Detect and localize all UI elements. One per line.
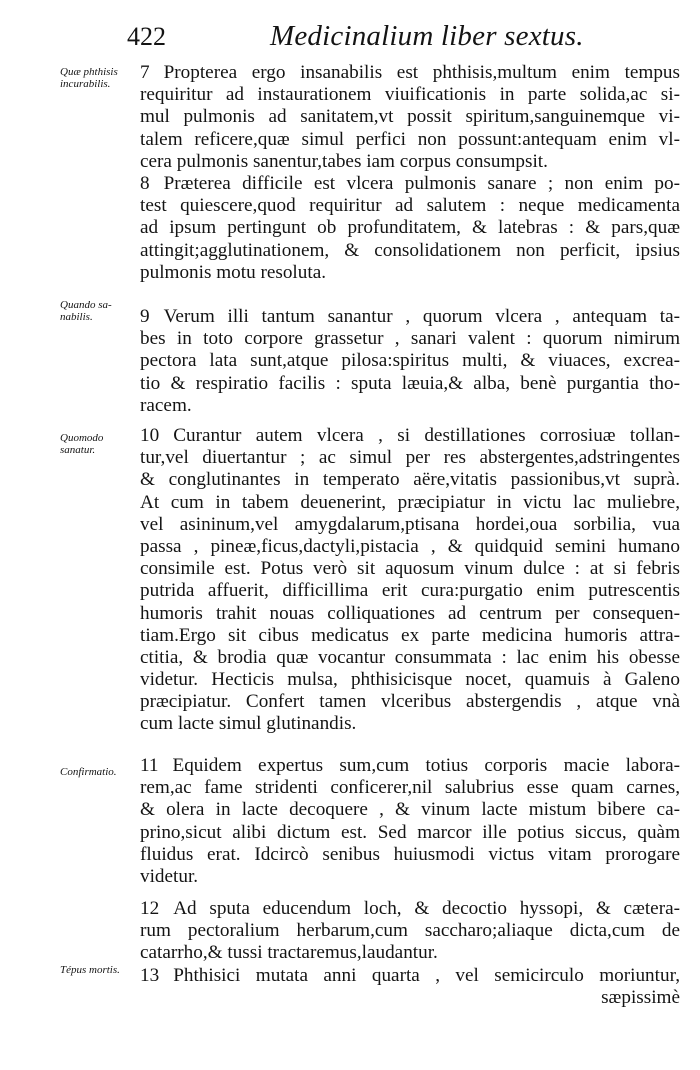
margin-note-line: sanatur. bbox=[60, 444, 96, 456]
paragraph-9 bbox=[140, 306, 680, 417]
text-line: putrida affuerit, difficillima erit cura:purgatio enim putrescentis bbox=[140, 580, 680, 602]
text-line: cum lacte simul glutinandis. bbox=[140, 713, 357, 735]
page-number: 422 bbox=[127, 22, 166, 51]
paragraph-number: 13 bbox=[140, 965, 160, 986]
text-line: 7 Propterea ergo insanabilis est phthisis,multum enim tempus bbox=[140, 62, 680, 83]
text-line: ad ipsum pertingunt ob profunditatem, & latebras : & pars,quæ bbox=[140, 217, 680, 239]
text-line: præcipiatur. Confert tamen vlceribus abstergendis , atque vnà bbox=[140, 691, 680, 713]
text-line: pulmonis motu resoluta. bbox=[140, 261, 327, 283]
paragraph-number: 7 bbox=[140, 62, 150, 83]
text-line: catarrho,& tussi tractaremus,laudantur. bbox=[140, 942, 438, 964]
text-line: & conglutinantes in temperato aëre,vitatis passionibus,vt suprà. bbox=[140, 469, 680, 491]
text-line: racem. bbox=[140, 394, 192, 416]
text-line: requiritur ad instaurationem viuificationis in parte solida,ac si- bbox=[140, 84, 680, 106]
text-line: talem reficere,quæ simul perfici non possunt:antequam enim vl- bbox=[140, 128, 680, 150]
paragraph-number: 9 bbox=[140, 306, 150, 327]
text-line: tur,vel diuertantur ; ac simul per res abstergentes,adstringentes bbox=[140, 447, 680, 469]
text-line: passa , pineæ,ficus,dactyli,pistacia , & quidquid semini humano bbox=[140, 535, 680, 557]
paragraph-number: 11 bbox=[140, 755, 159, 776]
margin-note-sanabilis bbox=[60, 299, 138, 323]
margin-note-confirmatio bbox=[60, 766, 138, 778]
text-line: 9 Verum illi tantum sanantur , quorum vlcera , antequam ta- bbox=[140, 306, 680, 327]
text-line: vel asininum,vel amygdalarum,ptisana hordei,oua sorbilia, vua bbox=[140, 513, 680, 535]
text-line: prino,sicut alibi dictum est. Sed marcor ille potius siccus, quàm bbox=[140, 821, 680, 843]
text-line: bes in toto corpore grassetur , sanari valent : quorum nimirum bbox=[140, 328, 680, 350]
margin-note-line: Tépus mortis. bbox=[60, 964, 120, 976]
text-line: attingit;agglutinationem, & consolidationem non perficit, ipsius bbox=[140, 239, 680, 261]
margin-note-line: Confirmatio. bbox=[60, 766, 117, 778]
text-line: rem,ac fame stridenti conficerer,nil salubrius esse quam carnes, bbox=[140, 777, 680, 799]
margin-note-line: incurabilis. bbox=[60, 78, 111, 90]
text-line: 12 Ad sputa educendum loch, & decoctio hyssopi, & cætera- bbox=[140, 898, 680, 919]
paragraph-11 bbox=[140, 755, 680, 888]
margin-note-line: Quando sa- bbox=[60, 299, 112, 311]
paragraph-number: 12 bbox=[140, 898, 160, 919]
margin-note-incurabilis bbox=[60, 66, 138, 90]
text-line: cera pulmonis sanentur,tabes iam corpus consumpsit. bbox=[140, 150, 548, 172]
paragraph-12 bbox=[140, 898, 680, 965]
text-line: videtur. bbox=[140, 865, 199, 887]
text-line: pectora lata sunt,atque pilosa:spiritus multi, & viuaces, excrea- bbox=[140, 350, 680, 372]
running-title: Medicinalium liber sextus. bbox=[270, 20, 584, 52]
paragraph-10 bbox=[140, 425, 680, 736]
text-line: 11 Equidem expertus sum,cum totius corporis macie labora- bbox=[140, 755, 680, 776]
paragraph-number: 8 bbox=[140, 173, 150, 194]
text-line: 10 Curantur autem vlcera , si destillationes corrosiuæ tollan- bbox=[140, 425, 680, 446]
text-line: test quiescere,quod requiritur ad salutem : neque medicamenta bbox=[140, 195, 680, 217]
paragraph-7 bbox=[140, 62, 680, 173]
text-line: tio & respiratio facilis : sputa læuia,& alba, benè purgantia tho- bbox=[140, 372, 680, 394]
text-line: At cum in tabem deuenerint, præcipiatur in victu lac muliebre, bbox=[140, 491, 680, 513]
text-line: videtur. Hecticis mulsa, phthisicisque nocet, quamuis à Galeno bbox=[140, 669, 680, 691]
paragraph-number: 10 bbox=[140, 425, 160, 446]
margin-note-line: Quæ phthisis bbox=[60, 66, 118, 78]
text-line: mul pulmonis ad sanitatem,vt possit spiritum,sanguinemque vi- bbox=[140, 106, 680, 128]
paragraph-13 bbox=[140, 965, 680, 1009]
text-line: humoris trahit nouas colliquationes ad centrum per consequen- bbox=[140, 602, 680, 624]
text-line: & olera in lacte decoquere , & vinum lacte mistum bibere ca- bbox=[140, 799, 680, 821]
text-line: 13 Phthisici mutata anni quarta , vel semicirculo moriuntur, bbox=[140, 965, 680, 986]
text-line: consimile est. Potus verò sit aquosum vinum dulce : at si febris bbox=[140, 558, 680, 580]
margin-note-tempus-mortis bbox=[60, 964, 138, 976]
text-line: rum pectoralium herbarum,cum saccharo;aliaque dicta,cum de bbox=[140, 920, 680, 942]
text-line: ctitia, & brodia quæ vocantur consummata : lac enim his obesse bbox=[140, 646, 680, 668]
margin-note-sanatur bbox=[60, 432, 138, 456]
catchword: sæpissimè bbox=[601, 987, 680, 1009]
margin-note-line: Quomodo bbox=[60, 432, 104, 444]
paragraph-8 bbox=[140, 173, 680, 284]
text-line: tiam.Ergo sit cibus medicatus ex parte medicina humoris attra- bbox=[140, 624, 680, 646]
text-line: fluidus erat. Idcircò senibus huiusmodi victus vitam prorogare bbox=[140, 843, 680, 865]
margin-note-line: nabilis. bbox=[60, 311, 93, 323]
text-line: 8 Præterea difficile est vlcera pulmonis sanare ; non enim po- bbox=[140, 173, 680, 194]
